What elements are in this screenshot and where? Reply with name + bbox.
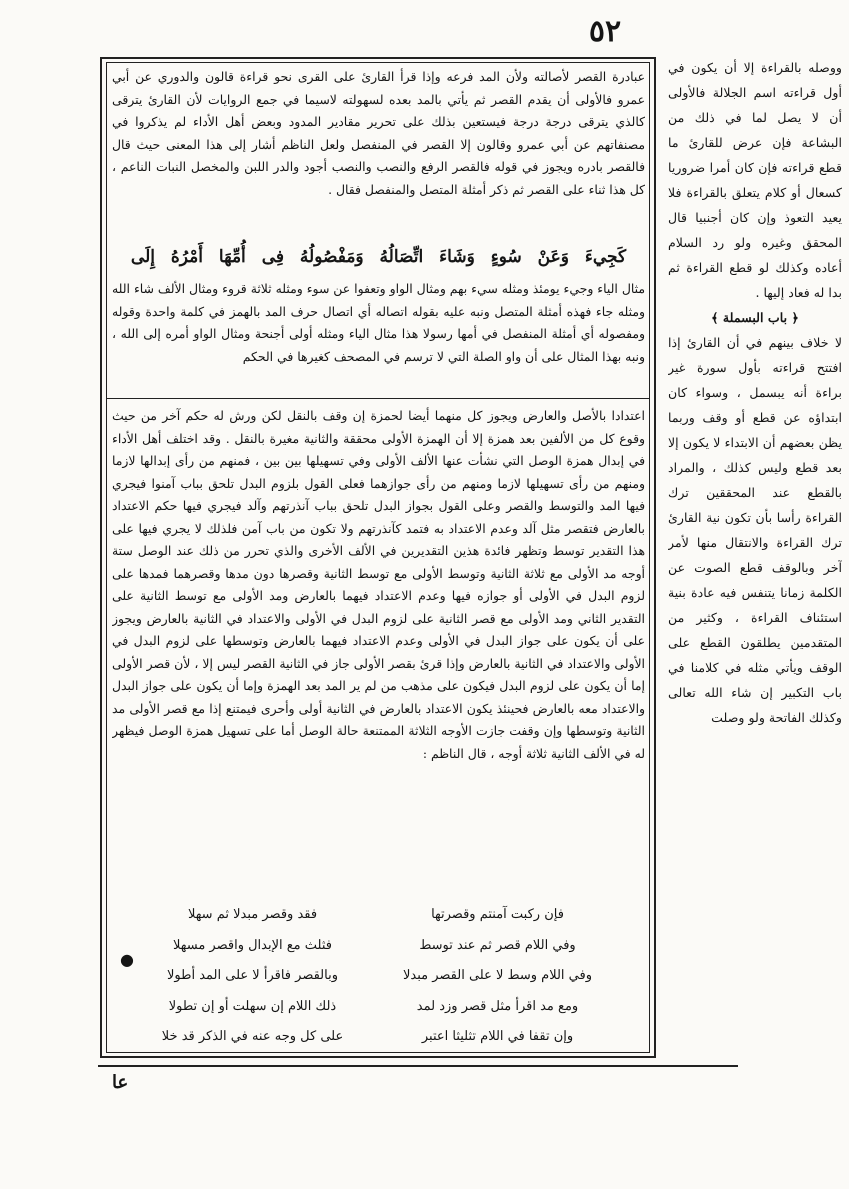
page-number: ٥٢ [588,14,622,49]
poem-hemistich-right: فإن ركبت آمنتم وقصرتها [431,907,564,922]
bullet-mark-icon: ● [120,950,134,969]
margin-paragraph-2: لا خلاف بينهم في أن القارئ إذا افتتح قراءته بأول سورة غير براءة أنه يبسمل ، وسواء كان ابتداؤه عن قطع أو وقف وربما يظن بعضهم أن الابتداء لا يكون إلا بعد قطع وليس كذلك ، والمراد بالقطع عند المحققين ترك القراءة رأسا بأن تكون نية القارئ ترك القراءة والانتقال منها لأمر آخر وبالوقف قطع الصوت عن الكلمة زمانا يتنفس فيه عادة بنية استئناف القراءة ، وكثير من المتقدمين يطلقون القطع على الوقف ويأتي مثله في كلامنا في باب التكبير إن شاء الله تعالى وكذلك الفاتحة ولو وصلت [668,335,842,725]
poem-hemistich-right: وفي اللام وسط لا على القصر مبدلا [402,968,593,984]
poem-line [150,1024,600,1055]
commentary-paragraph: اعتدادا بالأصل والعارض ويجوز كل منهما أيضا لحمزة إن وقف بالنقل لكن ورش له حكم آخر من حيث وقوع كل من الألفين بعد همزة إلا أن الهمزة الأولى محققة والثانية مغيرة بالنقل . وقد اختلف أهل الأداء في إبدال همزة الوصل التي نشأت عنها الألف الأولى وفي تسهيلها بين بين ، فمنهم من رأى إبدالها لازما ومنهم من رأى تسهيلها لازما ومنهم من رأى جوازهما فعلى القول بلزوم البدل تلحق بباب آمنوا فيجري فيها المد والتوسط والقصر وعلى القول بجواز البدل تلحق بباب آنذرتهم وآلد فيجري فيها حكم الاعتداد بالعارض فتقصر مثل آلد وعدم الاعتداد به فتمد كآنذرتهم ولا تكون من باب آمن فلذلك لا يجري فيها على هذا التقدير توسط وتظهر فائدة هذين التقديرين في الألف الأخرى والذي تحرر من ذلك عند الوصل ستة أوجه مد الأولى مع ثلاثة الثانية وتوسط الأولى مع توسط الثانية وقصرها دون مدها وقصرهما فمدها على لزوم البدل في الأولى أو جوازه فيها وعدم الاعتداد فيهما بالعارض ومد الأولى مع توسط الثانية على التقدير الثاني ومد الأولى مع قصر الثانية على لزوم البدل في الأولى والاعتداد في الثانية بالعارض ويجوز على أن يكون على جواز البدل في الأولى وعدم الاعتداد فيهما بالعارض وتوسطها على لزوم البدل في الأولى والاعتداد في الثانية بالعارض وإذا قرئ بقصر الأولى جاز في الثانية القصر ليس إلا ، لأن قصر الأولى إما أن يكون على لزوم البدل فيكون على مذهب من لم ير المد بعد الهمزة وإما أن يكون على جواز البدل والاعتداد معه بالعارض فحينئذ يكون الاعتداد بالعارض في الثانية أولى وأحرى فيمتنع إذا مع قصر الأولى مد الثانية وتوسطها وإن وقفت جازت الأوجه الثلاثة الممتنعة حالة الوصل أما على تسهيل همزة الوصل فيظهر له في الألف الثانية ثلاثة أوجه ، قال الناظم : [112,408,645,761]
poem-hemistich-left: فقد وقصر مبدلا ثم سهلا [187,907,318,922]
verse-explanation-paragraph: مثال الياء وجيء يومئذ ومثله سيء بهم ومثال الواو وتعفوا عن سوء ومثله ثلاثة قروء ومثال الألف شاء الله ومثله جاء فهذه أمثلة المتصل ونبه عليه بقوله اتصاله أي اتصال حرف المد بالهمز في كلمة واحدة وقوله ومفصوله أي أمثلة المنفصل في أمها رسولا هذا مثال الياء ومثله أولى أجنحة ومثال الواو أمره إلى الله ، ونبه بهذا المثال على أن واو الصلة التي لا ترسم في المصحف كغيرها في الحكم [112,281,645,364]
main-top-paragraph: عبادرة القصر لأصالته ولأن المد فرعه وإذا قرأ القارئ على القرى نحو قراءة قالون والدوري عن أبي عمرو فالأولى أن يقدم القصر ثم يأتي بالمد بعده لسهولته لاسيما في جمع الروايات لأن القارئ يترقى كالذي يترقى درجة درجة فيستعين بذلك على تحرير مقادير المدود وبعض أهل الأداء لم يذكروا في مصنفاتهم عن أبي عمرو وقالون إلا القصر في المنفصل ولعل الناظم أشار إلى هذا المعنى حيث قال فالقصر بادره ويجوز في قوله فالقصر الرفع والنصب والنصب أجود والدر اللبن والمخصل النبات الناعم ، كل هذا ثناء على القصر ثم ذكر أمثلة المتصل والمنفصل فقال . [112,69,645,197]
poem-verse-line: كَجِيءَ وَعَنْ سُوءٍ وَشَاءَ اتِّصَالُهُ وَمَفْصُولُهُ فِى أُمِّهَا أَمْرُهُ إِلَى [130,247,627,267]
poem-hemistich-left: على كل وجه عنه في الذكر قد خلا [161,1029,344,1045]
poem-line [150,933,600,964]
poem-hemistich-right: وإن تقفا في اللام تثليثا اعتبر [421,1029,574,1045]
margin-section-heading: ﴿ باب البسملة ﴾ [711,310,799,325]
poem-line [150,902,600,933]
poem-hemistich-left: وبالقصر فاقرأ لا على المد أطولا [167,968,338,984]
commentary-text [112,405,645,900]
bottom-rule [98,1065,738,1067]
poem-hemistich-left: ذلك اللام إن سهلت أو إن تطولا [168,998,337,1014]
section-separator [107,398,649,399]
margin-column [668,55,842,1065]
poem-hemistich-right: وفي اللام قصر ثم عند توسط [419,937,576,953]
poem-line [150,963,600,994]
poem-block [150,902,600,1055]
poem-line [150,994,600,1025]
signature-mark: عا [112,1072,129,1093]
poem-hemistich-right: ومع مد اقرأ مثل قصر وزد لمد [416,998,579,1014]
margin-paragraph-1: ووصله بالقراءة إلا أن يكون في أول قراءته اسم الجلالة فالأولى أن لا يصل لما في ذلك من البشاعة فإن عرض للقارئ ما قطع قراءته فإن كان أمرا ضروريا كسعال أو كلام يتعلق بالقراءة فلا يعيد التعوذ وإن كان أجنبيا قال المحقق وغيره ولو رد السلام أعاده وكذلك لو قطع القراءة ثم بدا له فعاد إليها . [668,60,842,300]
main-top-text [112,66,645,236]
poem-hemistich-left: فثلث مع الإبدال واقصر مسهلا [172,937,332,953]
verse-explanation [112,278,645,392]
